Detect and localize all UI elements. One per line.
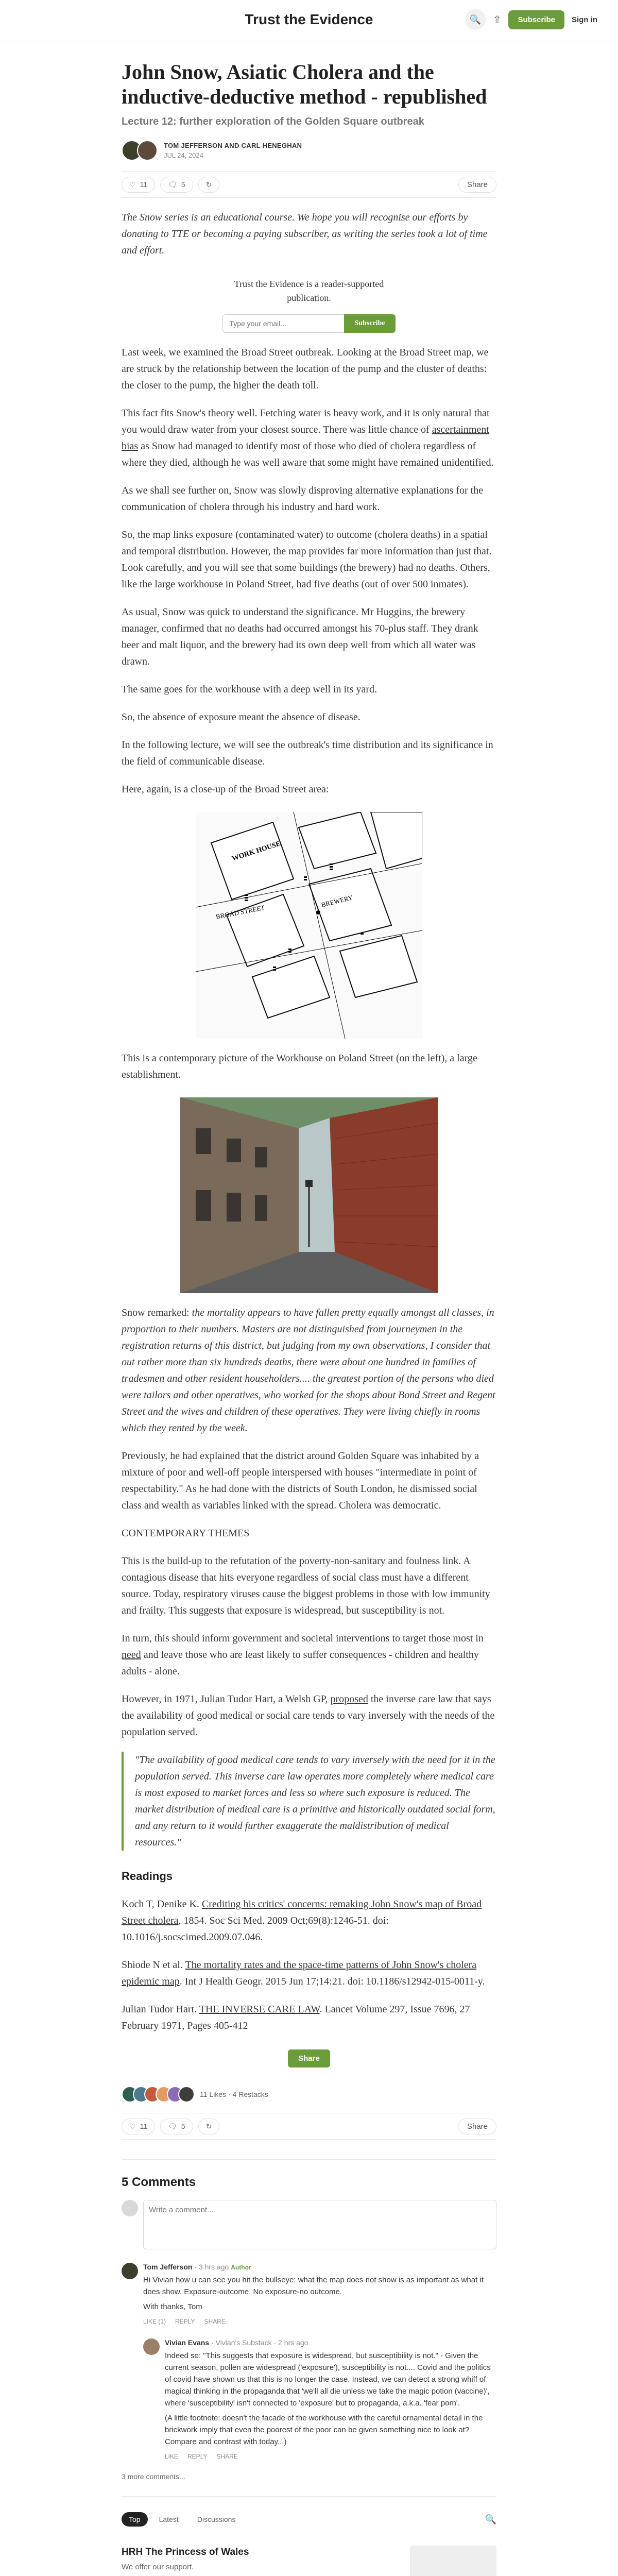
comment-author[interactable]: Vivian Evans (165, 2338, 210, 2347)
tab-latest[interactable]: Latest (159, 2515, 179, 2523)
likes-restacks-count[interactable]: 11 Likes · 4 Restacks (200, 2090, 268, 2098)
comment-meta: Vivian Evans · Vivian's Substack · 2 hrs ago (165, 2338, 308, 2347)
readings-heading: Readings (122, 1870, 173, 1883)
inverse-care-quote: "The availability of good medical care tends to vary inversely with the need for it in the population served. This inverse care law operates more completely where medical care is most exposed to market forces and less so where such exposure is reduced. The market distribution of medical care is a primitive and historically outdated social form, and any return to it would further exaggerate the maldistribution of medical resources." (122, 1752, 496, 1851)
paragraph: Last week, we examined the Broad Street outbreak. Looking at the Broad Street map, we are struck by the relationship between the location of the pump and the cluster of deaths: the closer to the pump, the higher the death toll. (122, 347, 489, 391)
post-list-item[interactable] (122, 2533, 496, 2576)
comments-heading: 5 Comments (122, 2159, 496, 2190)
reading-item: Koch T, Denike K. Crediting his critics' concerns: remaking John Snow's map of Broad Street cholera, 1854. Soc Sci Med. 2009 Oct;69(8):1246-51. doi: 10.1016/j.socscimed.2009.07.046. (122, 1899, 482, 1943)
email-input[interactable] (222, 314, 344, 333)
comment-time[interactable]: 3 hrs ago (198, 2263, 229, 2271)
need-link[interactable]: need (122, 1649, 141, 1660)
comment-like-button[interactable]: LIKE (165, 2453, 179, 2460)
paragraph: In the following lecture, we will see the outbreak's time distribution and its significance in the field of communicable disease. (122, 739, 493, 767)
post-body (122, 209, 496, 2034)
comment-button[interactable] (160, 177, 193, 193)
comment-share-button[interactable]: SHARE (204, 2318, 226, 2325)
comment-count: 5 (181, 2122, 185, 2130)
comment (122, 2263, 496, 2325)
paragraph: As we shall see further on, Snow was slowly disproving alternative explanations for the communication of cholera through his industry and hard work. (122, 485, 484, 513)
byline (122, 140, 496, 161)
comment-icon: 🗨 (168, 180, 177, 189)
comment-actions (165, 2453, 496, 2460)
post (122, 60, 496, 2576)
sign-in-link[interactable]: Sign in (572, 15, 597, 24)
comment-like-button[interactable]: LIKE (1) (143, 2318, 166, 2325)
comments-section (122, 2159, 496, 2497)
share-cta (122, 2049, 496, 2067)
paragraph: Here, again, is a close-up of the Broad Street area: (122, 784, 329, 795)
subscribe-widget-text: Trust the Evidence is a reader-supported publication. (234, 279, 384, 303)
snow-quote: the mortality appears to have fallen pretty equally amongst all classes, in proportion to their numbers. Masters are not distinguished from journeymen in the registration returns of this district, but judging from my own observations, I consider that out rather more than six hundreds deaths, there were about one hundred in families of tradesmen and other resident householders.... the greatest portion of the persons who died were tailors and other operatives, who worked for the shops about Bond Street and Regent Street and the wives and children of these operatives. They were living chiefly in rooms which they rented by the week. (122, 1307, 495, 1434)
reading-item: Julian Tudor Hart. THE INVERSE CARE LAW. Lancet Volume 297, Issue 7696, 27 February 1971, Pages 405-412 (122, 2004, 470, 2031)
broad-street-map-image[interactable] (196, 812, 422, 1039)
post-subtitle: Lecture 12: further exploration of the Golden Square outbreak (122, 116, 424, 127)
comment-text: Hi Vivian how u can see you hit the bullseye: what the map does not show is as important as what it does show. Exposure-outcome. No exposure-no outcome. (143, 2276, 484, 2296)
avatar (122, 2200, 138, 2216)
tab-discussions[interactable]: Discussions (197, 2515, 236, 2523)
comment-actions (143, 2318, 496, 2325)
intro-paragraph: The Snow series is an educational course. We hope you will recognise our efforts by donating to TTE or becoming a paying subscriber, as writing the series took a lot of time and effort. (122, 212, 488, 256)
post-actions (122, 171, 496, 198)
paragraph: So, the map links exposure (contaminated water) to outcome (cholera deaths) in a spatial and temporal distribution. However, the map provides far more information than just that. Look carefully, and you will see that some buildings (the brewery) had no deaths. Others, like the large workhouse in Poland Street, had five deaths (out of over 500 inmates). (122, 529, 492, 590)
like-count: 11 (140, 180, 148, 189)
likers-row[interactable] (122, 2086, 496, 2103)
share-button[interactable]: Share (288, 2049, 330, 2067)
top-bar (0, 0, 618, 41)
comment-author[interactable]: Tom Jefferson (143, 2263, 193, 2271)
paragraph: Snow remarked: the mortality appears to have fallen pretty equally amongst all classes, in proportion to their numbers. Masters are not distinguished from journeymen in the registration returns of this district, but judging from my own observations, I consider that out rather more than six hundreds deaths, there were about one hundred in families of tradesmen and other resident householders.... the greatest portion of the persons who died were tailors and other operatives, who worked for the shops about Bond Street and Regent Street and the wives and children of these operatives. They were living chiefly in rooms which they rented by the week. (122, 1307, 495, 1434)
comment-compose (122, 2200, 496, 2249)
avatar[interactable] (137, 140, 158, 161)
subscribe-form (122, 314, 496, 333)
map-label: BROAD STREET (215, 903, 266, 921)
comment-text: Indeed so: "This suggests that exposure is widespread, but susceptibility is not." - Given the current season, pollen are widespread ('exposure'), susceptibility is not.... Covid and the politics of covid have shown us that this is no longer the case. Instead, we can detect a strong whiff of magical thinking in the propaganda that 'we'll all die unless we take the magic potion (vaccine)', where 'susceptibility' isn't connected to 'exposure' but to propaganda, a.k.a. 'fear porn'. (165, 2351, 491, 2408)
paragraph: The same goes for the workhouse with a deep well in its yard. (122, 684, 377, 695)
avatar[interactable] (178, 2086, 195, 2103)
avatar[interactable] (122, 2263, 138, 2279)
top-bar-actions (465, 9, 597, 30)
paragraph: So, the absence of exposure meant the absence of disease. (122, 711, 360, 723)
search-icon[interactable]: 🔍 (465, 9, 486, 30)
section-heading: CONTEMPORARY THEMES (122, 1528, 250, 1539)
comment-button[interactable] (160, 2119, 193, 2134)
share-button[interactable]: Share (458, 2119, 496, 2134)
subscribe-button[interactable]: Subscribe (344, 314, 395, 333)
workhouse-photo[interactable] (180, 1097, 438, 1293)
comment-reply-button[interactable]: REPLY (175, 2318, 195, 2325)
post-title: John Snow, Asiatic Cholera and the inductive-deductive method - republished (122, 60, 487, 108)
comment-icon: 🗨 (168, 2122, 177, 2130)
ascertainment-bias-link[interactable]: ascertainment bias (122, 424, 489, 452)
paragraph: In turn, this should inform government and societal interventions to target those most in need and leave those who are least likely to suffer consequences - children and healthy adults - alone. (122, 1633, 484, 1677)
paragraph: Previously, he had explained that the district around Golden Square was inhabited by a mixture of poor and well-off people interspersed with houses "intermediate in point of respectability." As he had done with the districts of South London, he dismissed social class and wealth as variables linked with the spread. Cholera was democratic. (122, 1450, 479, 1511)
author-avatars[interactable] (122, 140, 158, 161)
archive-section (122, 2512, 496, 2576)
publication-title[interactable]: Trust the Evidence (245, 11, 373, 27)
reading-link[interactable]: THE INVERSE CARE LAW (199, 2004, 320, 2015)
post-thumbnail[interactable] (410, 2546, 496, 2576)
archive-tabs-row (122, 2512, 496, 2533)
more-comments-link[interactable]: 3 more comments... (122, 2472, 496, 2497)
subscribe-widget (122, 277, 496, 333)
heart-icon: ♡ (129, 2122, 136, 2130)
reading-link[interactable]: The mortality rates and the space-time patterns of John Snow's cholera epidemic map (122, 1959, 477, 1987)
restack-icon: ↻ (205, 2122, 212, 2130)
comment (143, 2338, 496, 2460)
avatar[interactable] (143, 2338, 160, 2355)
map-label: BREWERY (320, 893, 354, 909)
post-list-title[interactable]: HRH The Princess of Wales (122, 2547, 249, 2557)
paragraph: However, in 1971, Julian Tudor Hart, a Welsh GP, proposed the inverse care law that says the availability of good medical or social care tends to vary inversely with the needs of the population served. (122, 1693, 495, 1738)
comment-time[interactable]: Vivian's Substack · 2 hrs ago (215, 2338, 308, 2347)
paragraph: This fact fits Snow's theory well. Fetching water is heavy work, and it is only natural that you would draw water from your closest source. There was little chance of ascertainment bias as Snow had managed to identify most of those who died of cholera regardless of where they died, although he was well aware that some might have remained unidentified. (122, 408, 494, 468)
like-button[interactable] (122, 177, 155, 193)
comment-input[interactable] (143, 2200, 496, 2249)
comment-count: 5 (181, 180, 185, 189)
tab-top[interactable]: Top (122, 2512, 148, 2527)
share-button[interactable]: Share (458, 177, 496, 193)
post-list-subtitle: We offer our support. (122, 2563, 194, 2571)
restack-icon: ↻ (205, 180, 212, 189)
comment-reply-button[interactable]: REPLY (187, 2453, 208, 2460)
comment-share-button[interactable]: SHARE (216, 2453, 238, 2460)
subscribe-button[interactable]: Subscribe (508, 10, 564, 29)
paragraph: This is the build-up to the refutation of the poverty-non-sanitary and foulness link. A contagious disease that hits everyone regardless of social class must have a different source. Today, respiratory viruses cause the biggest problems in those with low immunity and frailty. This suggests that exposure is widespread, but susceptibility is not. (122, 1555, 490, 1616)
reading-link[interactable]: Crediting his critics' concerns: remaking John Snow's map of Broad Street cholera (122, 1899, 482, 1926)
comment-meta: Tom Jefferson · 3 hrs ago Author (143, 2263, 251, 2271)
paragraph: This is a contemporary picture of the Workhouse on Poland Street (on the left), a large establishment. (122, 1053, 477, 1080)
author-names[interactable]: TOM JEFFERSON AND CARL HENEGHAN (164, 142, 302, 149)
author-badge: Author (231, 2264, 251, 2271)
heart-icon: ♡ (129, 180, 136, 189)
comment-text: (A little footnote: doesn't the facade of the workhouse with the careful ornamental detail in the brickwork imply that even the poorest of the poor can be given something nice to look at? Compare and contrast with today...) (165, 2414, 483, 2446)
post-actions-bottom (122, 2113, 496, 2140)
share-icon[interactable]: ⇧ (492, 14, 502, 26)
restack-button[interactable] (198, 177, 220, 193)
restack-button[interactable] (198, 2119, 220, 2134)
like-count: 11 (140, 2122, 148, 2130)
comment-text: With thanks, Tom (143, 2302, 202, 2311)
proposed-link[interactable]: proposed (330, 1693, 368, 1705)
post-date: JUL 24, 2024 (164, 151, 203, 159)
map-label: WORK HOUSE (231, 840, 282, 863)
reading-item: Shiode N et al. The mortality rates and the space-time patterns of John Snow's cholera epidemic map. Int J Health Geogr. 2015 Jun 17;14:21. doi: 10.1186/s12942-015-0011-y. (122, 1959, 485, 1987)
paragraph: As usual, Snow was quick to understand the significance. Mr Huggins, the brewery manager, confirmed that no deaths had occurred amongst his 70-plus staff. They drank beer and malt liquor, and the brewery had its own deep well from which all water was drawn. (122, 606, 478, 667)
like-button[interactable] (122, 2119, 155, 2134)
search-icon[interactable]: 🔍 (485, 2514, 496, 2524)
